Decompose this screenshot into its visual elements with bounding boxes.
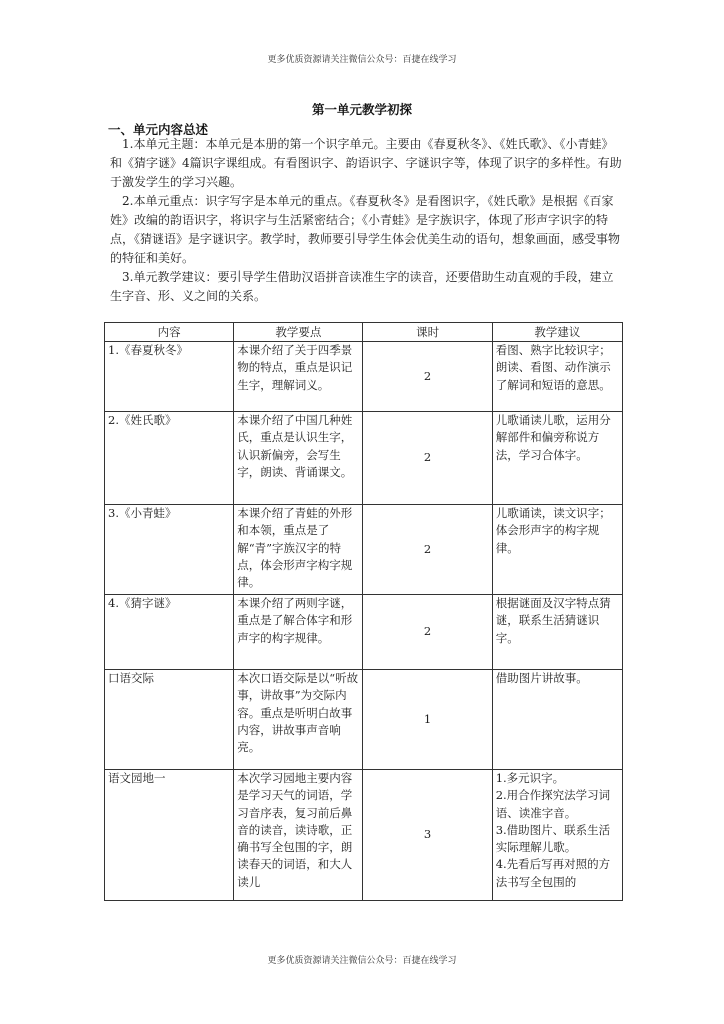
header-key-points: 教学要点 [234, 323, 363, 342]
suggestion-item: 3.借助图片、联系生活实际理解儿歌。 [495, 822, 611, 855]
paragraph-unit-theme: 1.本单元主题：本单元是本册的第一个识字单元。主要由《春夏秋冬》、《姓氏歌》、《小青蛙》和《猜字谜》4篇识字课组成。有看图识字、韵语识字、字谜识字等，体现了识字的多样性。有助于激发学生的学习兴趣。 [110, 137, 622, 189]
suggestion-item: 4.先看后写再对照的方法书写全包围的 [495, 857, 611, 889]
cell-content: 1.《春夏秋冬》 [105, 342, 234, 412]
cell-content: 4.《猜字谜》 [105, 595, 234, 670]
cell-suggestion: 儿歌诵读，读文识字；体会形声字的构字规律。 [492, 505, 622, 595]
table-row [105, 670, 623, 770]
section-heading: 一、单元内容总述 [108, 122, 209, 137]
suggestion-item: 1.多元识字。 [495, 771, 565, 785]
cell-hours: 2 [363, 595, 492, 670]
header-suggestions: 教学建议 [492, 323, 622, 342]
page-header: 更多优质资源请关注微信公众号：百捷在线学习 [267, 55, 457, 65]
cell-hours: 1 [363, 670, 492, 770]
lesson-plan-table [104, 322, 623, 901]
suggestion-item: 2.用合作探究法学习词语、读准字音。 [495, 788, 611, 820]
paragraph-unit-focus: 2.本单元重点：识字写字是本单元的重点。《春夏秋冬》是看图识字，《姓氏歌》是根据《百家姓》改编的韵语识字，将识字与生活紧密结合；《小青蛙》是字族识字，体现了形声字识字的特点，《猜谜语》是字谜识字。教学时，教师要引导学生体会优美生动的语句，想象画面，感受事物的特征和美好。 [110, 194, 621, 265]
cell-key-points: 本次学习园地主要内容是学习天气的词语，学习音序表，复习前后鼻音的读音，读诗歌，正确书写全包围的字，朗读春天的词语，和大人读儿 [234, 770, 363, 901]
cell-content: 2.《姓氏歌》 [105, 412, 234, 505]
cell-suggestion: 看图、熟字比较识字；朗读、看图、动作演示了解词和短语的意思。 [492, 342, 622, 412]
table-header-row [105, 323, 623, 342]
header-content: 内容 [105, 323, 234, 342]
cell-key-points: 本课介绍了中国几种姓氏，重点是认识生字，认识新偏旁，会写生字，朗读、背诵课文。 [234, 412, 363, 505]
table-row [105, 505, 623, 595]
cell-content: 语文园地一 [105, 770, 234, 901]
table-row [105, 595, 623, 670]
cell-hours: 2 [363, 342, 492, 412]
cell-hours: 2 [363, 412, 492, 505]
table-row [105, 342, 623, 412]
cell-hours: 2 [363, 505, 492, 595]
cell-suggestion: 儿歌诵读儿歌，运用分解部件和偏旁称说方法，学习合体字。 [492, 412, 622, 505]
cell-hours: 3 [363, 770, 492, 901]
table-row [105, 770, 623, 901]
page-title: 第一单元教学初探 [311, 102, 412, 117]
paragraph-teaching-advice: 3.单元教学建议：要引导学生借助汉语拼音读准生字的读音，还要借助生动直观的手段，建立生字音、形、义之间的关系。 [110, 270, 614, 303]
cell-key-points: 本课介绍了青蛙的外形和本领，重点是了解“青”字族汉字的特点，体会形声字构字规律。 [234, 505, 363, 595]
cell-content: 口语交际 [105, 670, 234, 770]
cell-content: 3.《小青蛙》 [105, 505, 234, 595]
cell-suggestion [492, 770, 622, 901]
cell-suggestion: 借助图片讲故事。 [492, 670, 622, 770]
cell-key-points: 本课介绍了两则字谜，重点是了解合体字和形声字的构字规律。 [234, 595, 363, 670]
cell-suggestion: 根据谜面及汉字特点猜谜，联系生活猜谜识字。 [492, 595, 622, 670]
header-hours: 课时 [363, 323, 492, 342]
page-footer: 更多优质资源请关注微信公众号：百捷在线学习 [267, 956, 457, 966]
table-row [105, 412, 623, 505]
cell-key-points: 本课介绍了关于四季景物的特点，重点是识记生字，理解词义。 [234, 342, 363, 412]
cell-key-points: 本次口语交际是以“听故事，讲故事”为交际内容。重点是听明白故事内容，讲故事声音响亮。 [234, 670, 363, 770]
